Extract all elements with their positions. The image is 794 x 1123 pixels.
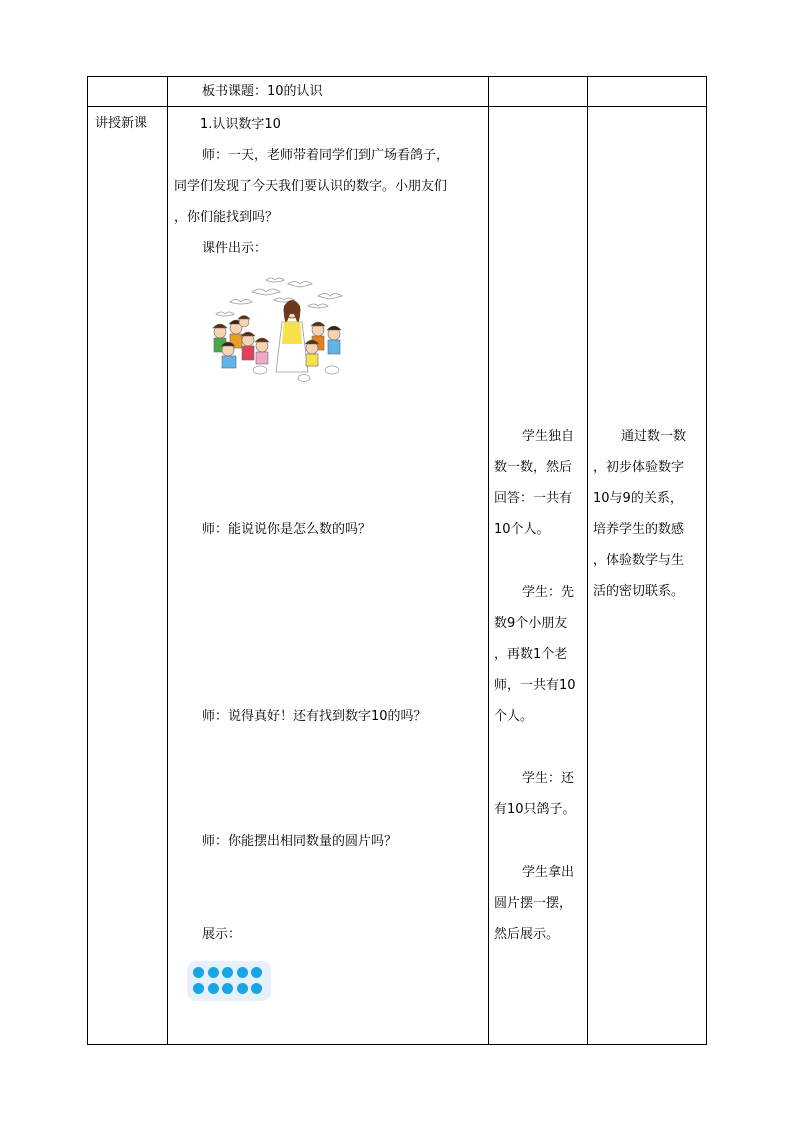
question-place-discs: 师：你能摆出相同数量的圆片吗？ xyxy=(202,834,398,849)
counter-disc xyxy=(208,983,219,994)
intent-line: ，体验数学与生 xyxy=(593,553,685,568)
answer-line: 数一数，然后 xyxy=(494,460,573,475)
counters-panel xyxy=(187,961,271,1001)
heading: 1.认识数字10 xyxy=(200,117,281,132)
design-intent xyxy=(593,421,686,607)
section-label: 讲授新课 xyxy=(95,116,148,131)
answer-line: 回答：一共有 xyxy=(494,491,573,506)
answer-line: ，再数1个老 xyxy=(494,647,568,662)
answer-line: 学生：先 xyxy=(522,585,575,600)
answer-line: 学生独自 xyxy=(522,429,575,444)
answer-line: 个人。 xyxy=(494,709,534,724)
intro-line: ，你们能找到吗？ xyxy=(174,210,279,225)
intro-text xyxy=(174,140,449,233)
pigeons-children-illustration xyxy=(200,266,362,392)
student-answer-1 xyxy=(494,421,574,545)
intent-line: 通过数一数 xyxy=(621,429,687,444)
student-answer-4 xyxy=(494,857,574,950)
courseware-label: 课件出示： xyxy=(202,241,268,256)
student-answer-2 xyxy=(494,577,576,732)
counter-disc xyxy=(193,983,204,994)
answer-line: 10个人。 xyxy=(494,522,550,537)
answer-line: 师，一共有10 xyxy=(494,678,576,693)
answer-line: 然后展示。 xyxy=(494,927,560,942)
answer-line: 圆片摆一摆， xyxy=(494,896,573,911)
question-find-ten: 师：说得真好！还有找到数字10的吗？ xyxy=(202,709,427,724)
show-label: 展示： xyxy=(202,927,242,942)
answer-line: 学生拿出 xyxy=(522,865,575,880)
counter-disc xyxy=(222,983,233,994)
answer-line: 学生：还 xyxy=(522,771,575,786)
counter-disc xyxy=(251,983,262,994)
table-border-header xyxy=(87,106,707,107)
table-border-bottom xyxy=(87,1044,707,1045)
answer-line: 有10只鸽子。 xyxy=(494,802,576,817)
intro-line: 同学们发现了今天我们要认识的数字。小朋友们 xyxy=(174,179,448,194)
table-border-top xyxy=(87,76,707,77)
intent-line: 10与9的关系， xyxy=(593,491,683,506)
table-divider-1 xyxy=(167,76,168,1045)
intro-line: 师：一天，老师带着同学们到广场看鸽子， xyxy=(202,148,450,163)
counter-disc xyxy=(222,967,233,978)
counter-disc xyxy=(208,967,219,978)
table-divider-3 xyxy=(587,76,588,1045)
counter-disc xyxy=(237,967,248,978)
table-divider-2 xyxy=(488,76,489,1045)
table-border-left xyxy=(87,76,88,1045)
table-border-right xyxy=(706,76,707,1045)
intent-line: 活的密切联系。 xyxy=(593,584,685,599)
question-count-method: 师：能说说你是怎么数的吗？ xyxy=(202,522,372,537)
board-title: 板书课题：10的认识 xyxy=(202,84,323,99)
counter-disc xyxy=(193,967,204,978)
answer-line: 数9个小朋友 xyxy=(494,616,568,631)
counter-disc xyxy=(251,967,262,978)
intent-line: 培养学生的数感 xyxy=(593,522,685,537)
intent-line: ，初步体验数字 xyxy=(593,460,685,475)
counter-disc xyxy=(237,983,248,994)
student-answer-3 xyxy=(494,763,576,825)
